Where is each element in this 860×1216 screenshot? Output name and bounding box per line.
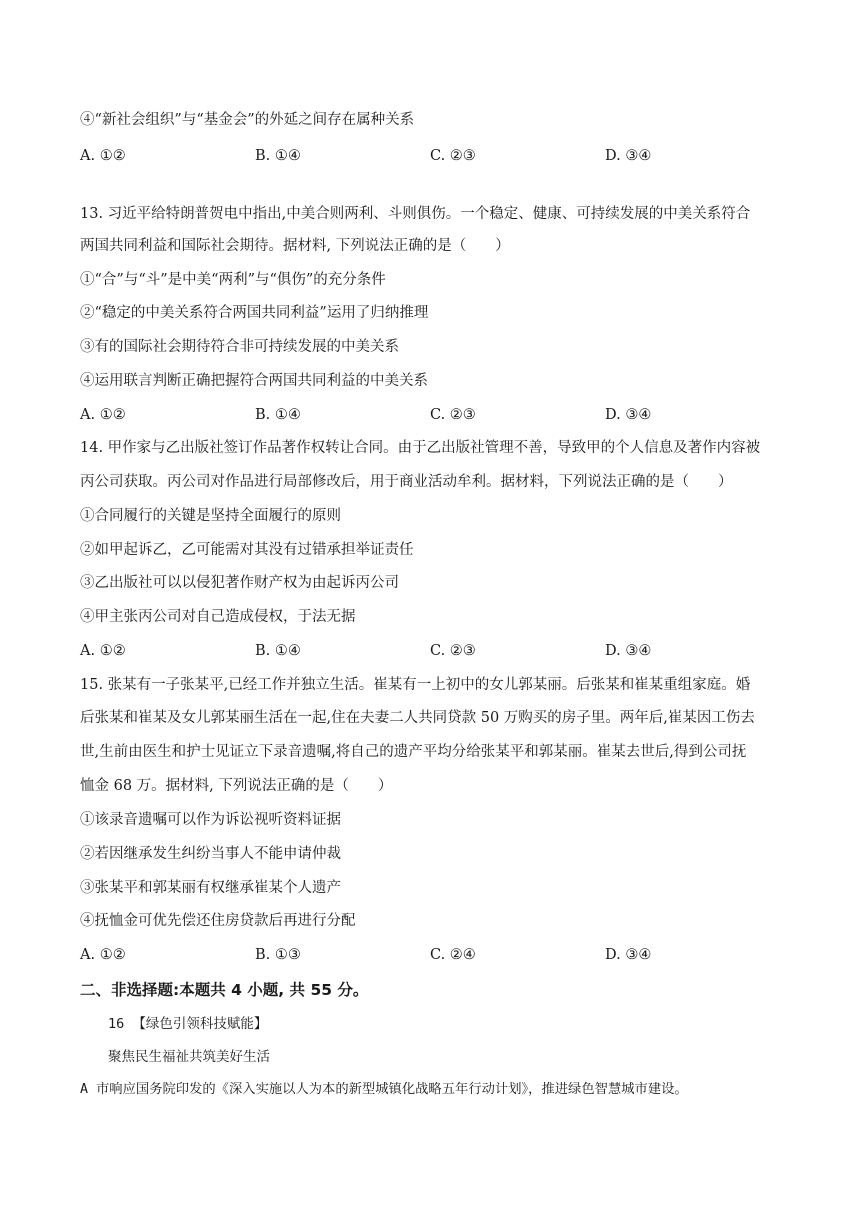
q14-stem-line-2: 丙公司获取。丙公司对作品进行局部修改后，用于商业活动牟利。据材料，下列说法正确的是（ ） <box>80 474 733 490</box>
q13-item-4: ④运用联言判断正确把握符合两国共同利益的中美关系 <box>80 373 428 389</box>
section-heading: 二、非选择题:本题共 4 小题, 共 55 分。 <box>80 981 369 999</box>
q15-options <box>80 945 780 965</box>
q13-options <box>80 405 780 425</box>
q15-item-1: ①该录音遗嘱可以作为诉讼视听资料证据 <box>80 812 341 828</box>
q13-item-1: ①“合”与“斗”是中美“两利”与“俱伤”的充分条件 <box>80 272 386 288</box>
option-d: D. ③④ <box>605 947 652 963</box>
option-c: C. ②③ <box>430 643 476 659</box>
option-a: A. ①② <box>80 148 126 164</box>
q15-item-4: ④抚恤金可优先偿还住房贷款后再进行分配 <box>80 913 356 929</box>
option-c: C. ②④ <box>430 947 476 963</box>
q13-item-3: ③有的国际社会期待符合非可持续发展的中美关系 <box>80 339 399 355</box>
option-c: C. ②③ <box>430 407 476 423</box>
option-d: D. ③④ <box>605 148 652 164</box>
q15-item-2: ②若因继承发生纠纷当事人不能申请仲裁 <box>80 846 341 862</box>
q14-options <box>80 641 780 661</box>
q16-text: A 市响应国务院印发的《深入实施以人为本的新型城镇化战略五年行动计划》，推进绿色智慧城市建设。 <box>80 1082 688 1097</box>
option-b: B. ①④ <box>255 407 301 423</box>
option-b: B. ①③ <box>255 947 301 963</box>
option-b: B. ①④ <box>255 148 301 164</box>
q15-stem-line-2: 后张某和崔某及女儿郭某丽生活在一起,住在夫妻二人共同贷款 50 万购买的房子里。两年后,崔某因工伤去 <box>80 710 755 726</box>
q12-item-4: ④“新社会组织”与“基金会”的外延之间存在属种关系 <box>80 112 415 128</box>
q12-options <box>80 146 780 166</box>
option-c: C. ②③ <box>430 148 476 164</box>
q13-stem-line-1: 13. 习近平给特朗普贺电中指出,中美合则两利、斗则俱伤。一个稳定、健康、可持续发展的中美关系符合 <box>80 206 751 222</box>
q14-stem-line-1: 14. 甲作家与乙出版社签订作品著作权转让合同。由于乙出版社管理不善，导致甲的个人信息及著作内容被 <box>80 440 761 456</box>
q14-item-4: ④甲主张丙公司对自己造成侵权，于法无据 <box>80 609 356 625</box>
option-a: A. ①② <box>80 407 126 423</box>
q15-stem-line-4: 恤金 68 万。据材料, 下列说法正确的是（ ） <box>80 778 393 794</box>
option-d: D. ③④ <box>605 643 652 659</box>
q14-item-3: ③乙出版社可以以侵犯著作财产权为由起诉丙公司 <box>80 575 399 591</box>
option-d: D. ③④ <box>605 407 652 423</box>
q15-stem-line-1: 15. 张某有一子张某平,已经工作并独立生活。崔某有一上初中的女儿郭某丽。后张某和崔某重组家庭。婚 <box>80 677 751 693</box>
q16-title: 16 【绿色引领科技赋能】 <box>108 1016 268 1032</box>
q15-item-3: ③张某平和郭某丽有权继承崔某个人遗产 <box>80 880 341 896</box>
q14-item-1: ①合同履行的关键是坚持全面履行的原则 <box>80 508 341 524</box>
q15-stem-line-3: 世,生前由医生和护士见证立下录音遗嘱,将自己的遗产平均分给张某平和郭某丽。崔某去世后,得到公司抚 <box>80 744 747 760</box>
q13-stem-line-2: 两国共同利益和国际社会期待。据材料, 下列说法正确的是（ ） <box>80 238 510 254</box>
q13-item-2: ②“稳定的中美关系符合两国共同利益”运用了归纳推理 <box>80 305 429 321</box>
q14-item-2: ②如甲起诉乙，乙可能需对其没有过错承担举证责任 <box>80 542 414 558</box>
option-a: A. ①② <box>80 643 126 659</box>
option-a: A. ①② <box>80 947 126 963</box>
q16-subtitle: 聚焦民生福祉共筑美好生活 <box>108 1049 270 1065</box>
option-b: B. ①④ <box>255 643 301 659</box>
